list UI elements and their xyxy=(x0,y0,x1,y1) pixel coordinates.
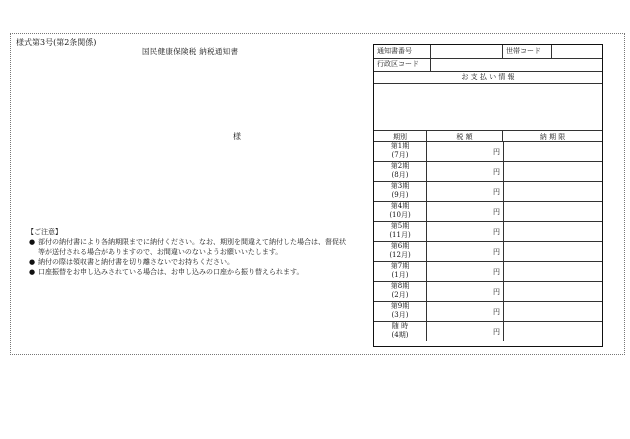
period-label-cell xyxy=(374,181,427,201)
bullet-icon: ● xyxy=(29,238,36,246)
notice-number-label-cell xyxy=(374,45,431,58)
period-deadline-cell xyxy=(503,241,602,261)
period-month: (11月) xyxy=(389,230,411,239)
period-row xyxy=(374,321,602,341)
period-label-cell xyxy=(374,141,427,161)
header-amount: 税 額 xyxy=(456,133,473,141)
period-amount-cell xyxy=(427,201,504,221)
header-deadline: 納 期 限 xyxy=(539,133,566,141)
bullet-icon: ● xyxy=(29,268,36,276)
yen-unit: 円 xyxy=(493,328,500,336)
period-amount-cell xyxy=(427,261,504,281)
household-code-value xyxy=(552,45,603,58)
addressee-suffix: 様 xyxy=(233,132,241,141)
period-row xyxy=(374,201,602,222)
period-label-cell xyxy=(374,261,427,281)
period-amount-cell xyxy=(427,301,504,321)
note-item xyxy=(28,237,348,257)
header-row-1 xyxy=(374,45,602,59)
period-label-cell xyxy=(374,321,427,341)
period-month: (4期) xyxy=(391,330,409,339)
payment-panel xyxy=(373,44,603,347)
district-code-label-cell xyxy=(374,58,431,71)
period-label-cell xyxy=(374,221,427,241)
form-number: 様式第3号(第2条関係) xyxy=(16,38,97,47)
period-table-body xyxy=(374,141,602,346)
district-code-value xyxy=(431,58,503,71)
note-text: 納付の際は領収書と納付書を切り離さないでお持ちください。 xyxy=(38,258,234,266)
period-deadline-cell xyxy=(503,261,602,281)
notes-section xyxy=(28,227,348,277)
period-amount-cell xyxy=(427,221,504,241)
bullet-icon: ● xyxy=(29,258,36,266)
yen-unit: 円 xyxy=(493,268,500,276)
yen-unit: 円 xyxy=(493,148,500,156)
period-amount-cell xyxy=(427,281,504,301)
period-row xyxy=(374,281,602,302)
period-month: (2月) xyxy=(391,290,409,299)
yen-unit: 円 xyxy=(493,248,500,256)
period-amount-cell xyxy=(427,141,504,161)
header-period-cell xyxy=(374,131,427,141)
period-month: (1月) xyxy=(391,270,409,279)
household-code-label-cell xyxy=(503,45,552,58)
yen-unit: 円 xyxy=(493,188,500,196)
period-name: 第2期 xyxy=(390,162,410,170)
notice-number-label: 通知書番号 xyxy=(377,47,412,55)
period-name: 第1期 xyxy=(390,142,410,150)
period-deadline-cell xyxy=(503,321,602,341)
period-name: 第6期 xyxy=(390,242,410,250)
period-month: (12月) xyxy=(389,250,411,259)
note-item xyxy=(28,257,348,267)
period-name: 第8期 xyxy=(390,282,410,290)
note-item xyxy=(28,267,348,277)
period-month: (10月) xyxy=(389,210,411,219)
period-amount-cell xyxy=(427,321,504,341)
household-code-label: 世帯コード xyxy=(506,47,541,55)
period-deadline-cell xyxy=(503,181,602,201)
period-row xyxy=(374,141,602,162)
yen-unit: 円 xyxy=(493,228,500,236)
document-title: 国民健康保険税 納税通知書 xyxy=(142,47,239,56)
period-row xyxy=(374,221,602,242)
notice-number-value xyxy=(431,45,503,58)
period-name: 随 時 xyxy=(391,322,409,330)
note-text: 口座振替をお申し込みされている場合は、お申し込みの口座から振り替えられます。 xyxy=(38,268,304,276)
period-row xyxy=(374,241,602,262)
header-row-2 xyxy=(374,58,602,72)
notes-heading: 【ご注意】 xyxy=(27,228,62,236)
period-month: (9月) xyxy=(391,190,409,199)
period-amount-cell xyxy=(427,161,504,181)
period-name: 第3期 xyxy=(390,182,410,190)
period-name: 第9期 xyxy=(390,302,410,310)
period-name: 第5期 xyxy=(390,222,410,230)
yen-unit: 円 xyxy=(493,208,500,216)
period-label-cell xyxy=(374,241,427,261)
header-deadline-cell xyxy=(503,131,602,141)
period-deadline-cell xyxy=(503,281,602,301)
period-month: (8月) xyxy=(391,170,409,179)
period-amount-cell xyxy=(427,241,504,261)
period-row xyxy=(374,301,602,322)
header-amount-cell xyxy=(427,131,503,141)
header-period: 期別 xyxy=(393,133,407,141)
yen-unit: 円 xyxy=(493,308,500,316)
period-amount-cell xyxy=(427,181,504,201)
yen-unit: 円 xyxy=(493,288,500,296)
note-text: 部付の納付書により各納期限までに納付ください。なお、期別を間違えて納付した場合は、督促状等が送付される場合がありますので、お間違いのないようお願いいたします。 xyxy=(38,238,346,256)
period-label-cell xyxy=(374,201,427,221)
period-name: 第4期 xyxy=(390,202,410,210)
district-code-label: 行政区コード xyxy=(377,60,419,68)
period-deadline-cell xyxy=(503,301,602,321)
period-month: (3月) xyxy=(391,310,409,319)
period-row xyxy=(374,161,602,182)
yen-unit: 円 xyxy=(493,168,500,176)
period-name: 第7期 xyxy=(390,262,410,270)
period-row xyxy=(374,181,602,202)
period-deadline-cell xyxy=(503,161,602,181)
payment-info-title: お 支 払 い 情 報 xyxy=(461,73,515,81)
period-label-cell xyxy=(374,161,427,181)
period-month: (7月) xyxy=(391,150,409,159)
period-deadline-cell xyxy=(503,221,602,241)
period-row xyxy=(374,261,602,282)
period-deadline-cell xyxy=(503,201,602,221)
payment-info-area xyxy=(374,83,602,131)
period-label-cell xyxy=(374,281,427,301)
period-deadline-cell xyxy=(503,141,602,161)
period-label-cell xyxy=(374,301,427,321)
